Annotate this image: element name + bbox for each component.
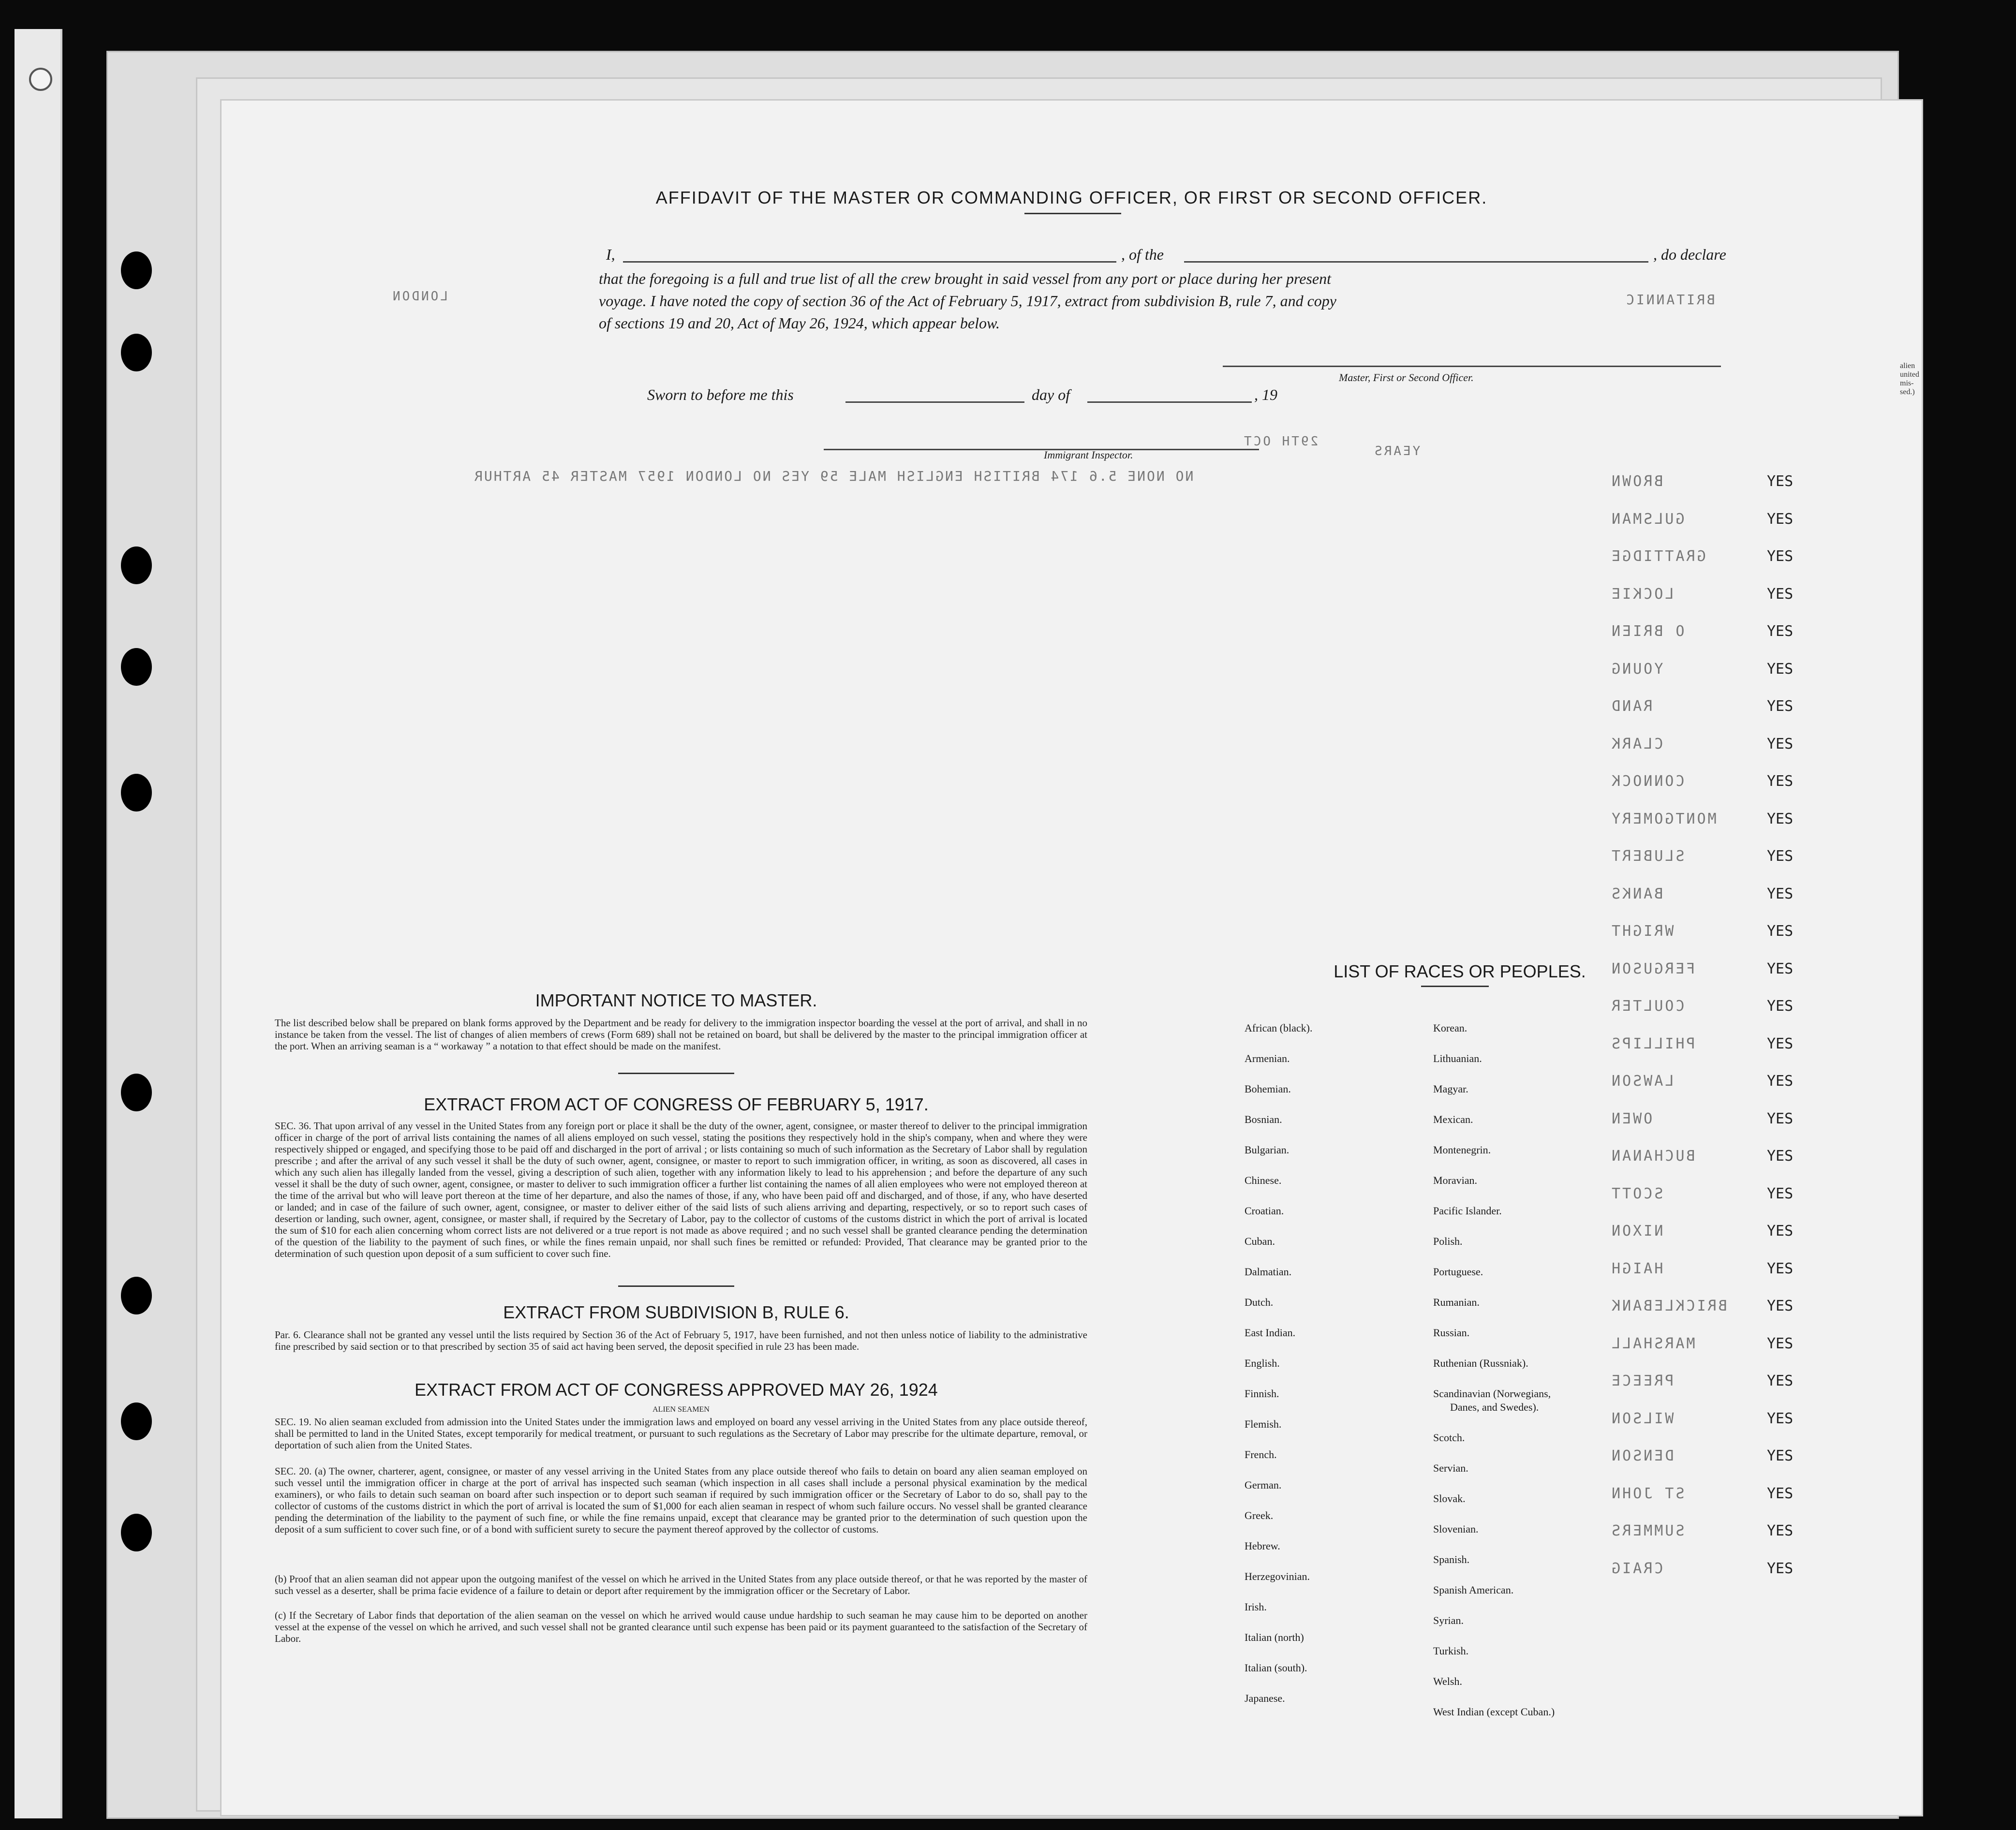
yes-mark: YES [1767,1298,1794,1314]
bleed-crew-name: BUCHANAN [1610,1148,1695,1165]
inspector-blank [824,449,1259,450]
bleed-crew-name: O BRIEN [1610,623,1685,640]
race-item: Korean. [1433,1022,1468,1034]
race-item: Portuguese. [1433,1266,1483,1278]
yes-mark: YES [1767,1110,1794,1127]
race-item: Spanish. [1433,1553,1470,1565]
yes-mark: YES [1767,998,1794,1015]
race-item: East Indian. [1245,1327,1296,1339]
bleed-crew-name: SCOTT [1610,1185,1663,1202]
bleed-crew-name: ST JOHN [1610,1485,1685,1502]
manifest-page [220,99,1923,1816]
side-line: mis- [1900,379,1914,387]
race-item: German. [1245,1479,1282,1491]
affidavit-i: I, [606,246,615,263]
yes-mark: YES [1767,1223,1794,1240]
race-item: Ruthenian (Russniak). [1433,1357,1528,1369]
bleed-crew-name: CONNOCK [1610,773,1685,790]
race-item: African (black). [1245,1022,1313,1034]
race-item: Bosnian. [1245,1113,1282,1125]
yes-mark: YES [1767,585,1794,603]
yes-mark: YES [1767,848,1794,865]
yes-mark: YES [1767,1447,1794,1464]
day-of: day of [1032,386,1070,403]
punch-hole [121,546,152,584]
bleed-crew-name: SLUBERT [1610,848,1685,865]
bleed-date: 29TH OCT [1242,434,1319,449]
race-item: Scotch. [1433,1432,1465,1444]
punch-hole [121,774,152,812]
master-signature-blank [1223,366,1721,367]
side-margin-fragment [1900,362,1919,397]
yes-mark: YES [1767,810,1794,827]
bleed-crew-name: LOCKIE [1610,585,1674,603]
yes-mark: YES [1767,1485,1794,1502]
yes-mark: YES [1767,773,1794,790]
side-line: united [1900,370,1919,379]
bleed-crew-name: NIXON [1610,1223,1663,1240]
race-item: Russian. [1433,1327,1470,1339]
punch-hole [121,334,152,371]
race-item: Pacific Islander. [1433,1205,1502,1217]
bleed-crew-name: MONTGOMERY [1610,810,1717,827]
punch-hole [121,648,152,686]
yes-mark: YES [1767,1035,1794,1052]
year-text: , 19 [1254,386,1277,403]
race-item: Danes, and Swedes). [1450,1401,1539,1413]
yes-mark: YES [1767,1073,1794,1090]
races-rule [1421,986,1489,987]
affidavit-line-2: that the foregoing is a full and true list of all the crew brought in said vessel from any port or place during her present [599,270,1331,287]
race-item: Dutch. [1245,1296,1274,1308]
race-item: Herzegovinian. [1245,1570,1310,1582]
affidavit-of-the: , of the [1121,246,1164,263]
yes-mark: YES [1767,1260,1794,1277]
bleed-crew-name: WRIGHT [1610,923,1674,940]
race-item: Greek. [1245,1509,1274,1521]
race-item: Flemish. [1245,1418,1282,1430]
race-item: Croatian. [1245,1205,1284,1217]
rule6-paragraph: Par. 6. Clearance shall not be granted any vessel until the lists required by Section 36 of the Act of February 5, 1917, have been furnished, and not then unless notice of liability to the administrative fine prescribed by said section or to that prescribed by section 35 of said act having been served, the deposit specified in rule 23 has been made. [275,1329,1087,1352]
race-item: Italian (south). [1245,1662,1307,1674]
bleed-crew-name: BANKS [1610,885,1663,902]
alien-seamen-subhead: ALIEN SEAMEN [652,1405,710,1414]
binder-ring [29,68,52,91]
bleed-crew-name: OWEN [1610,1110,1653,1127]
yes-mark: YES [1767,698,1794,715]
inspector-label: Immigrant Inspector. [1044,449,1133,461]
race-item: Rumanian. [1433,1296,1480,1308]
bleed-crew-name: WILSON [1610,1410,1674,1427]
yes-mark: YES [1767,1522,1794,1539]
race-item: West Indian (except Cuban.) [1433,1706,1555,1718]
name-blank [623,261,1116,263]
bleed-crew-name: GULSMAN [1610,510,1685,528]
race-item: Cuban. [1245,1235,1275,1247]
punch-hole [121,1277,152,1314]
side-line: sed.) [1900,388,1915,396]
race-item: Magyar. [1433,1083,1468,1095]
bleed-crew-name: MARSHALL [1610,1335,1695,1352]
race-item: Lithuanian. [1433,1052,1482,1064]
affidavit-line-3: voyage. I have noted the copy of section 36 of the Act of February 5, 1917, extract from subdivision B, rule 7, and copy [599,292,1336,310]
side-line: alien [1900,362,1915,370]
sworn-text: Sworn to before me this [647,386,794,403]
bleed-crew-name: YOUNG [1610,660,1663,678]
yes-mark: YES [1767,1560,1794,1577]
yes-mark: YES [1767,548,1794,565]
race-item: Slovenian. [1433,1523,1479,1535]
race-item: Japanese. [1245,1692,1285,1704]
bleed-crew-name: BROWN [1610,473,1663,490]
notice-heading: IMPORTANT NOTICE TO MASTER. [535,990,817,1010]
extract-1917-sec36: SEC. 36. That upon arrival of any vessel in the United States from any foreign port or place it shall be the duty of the owner, agent, consignee, or master thereof to deliver to the principal immigration officer in charge of the port of arrival lists containing the names of all aliens employed on such vessel, stating the positions they respectively hold in the ship's company, when and where they were respectively shipped or engaged, and specifying those to be paid off and discharged in the port of arrival ; or lists containing so much of such information as the Secretary of Labor shall by regulation prescribe ; and after the arrival of any such vessel it shall be the duty of such owner, agent, consignee, or master to report to such immigration officer, in writing, as soon as discovered, all cases in which any such alien has illegally landed from the vessel, giving a description of such alien, together with any information likely to lead to his apprehension ; and before the departure of any such vessel it shall be the duty of such owner, agent, consignee, or master to deliver to such immigration officer a further list containing the names of all alien employees who were not employed thereon at the time of the arrival but who will leave port thereon at the time of her departure, and also the names of those, if any, who have been paid off and discharged, and of those, if any, who have deserted or landed; and in case of the failure of such owner, agent, consignee, or master to deliver either of the said lists of such aliens arriving and departing, respectively, or so to report such cases of desertion or landing, such owner, agent, consignee, or master shall, if required by the Secretary of Labor, pay to the collector of customs of the customs district in which the port of arrival is located the sum of $10 for each alien concerning whom correct lists are not delivered or a true report is not made as above required ; and no such vessel shall be granted clearance pending the determination of the question of the liability to the payment of such fines, or while the fines remain unpaid, nor shall such fines be remitted or refunded: Provided, That clearance may be granted prior to the determination of such question upon deposit of a sum sufficient to cover such fine. [275,1120,1087,1259]
race-item: Slovak. [1433,1492,1466,1505]
notice-rule [618,1073,734,1074]
race-item: Armenian. [1245,1052,1290,1064]
bleed-crew-name: RAND [1610,698,1653,715]
binder-strip [15,29,62,1818]
vessel-blank [1184,261,1648,263]
race-item: Polish. [1433,1235,1463,1247]
bleed-row-1: NO NONE 5.6 174 BRITISH ENGLISH MALE 59 YES NO LONDON 1957 MASTER 45 ARTHUR [473,468,1194,484]
yes-mark: YES [1767,623,1794,640]
master-label: Master, First or Second Officer. [1339,371,1474,384]
bleed-crew-name: FERGUSON [1610,960,1695,977]
bleed-crew-name: COULTER [1610,998,1685,1015]
extract-1924-heading: EXTRACT FROM ACT OF CONGRESS APPROVED MAY 26, 1924 [415,1380,938,1400]
extract-1917-heading: EXTRACT FROM ACT OF CONGRESS OF FEBRUARY 5, 1917. [424,1094,929,1114]
bleed-crew-name: PREECE [1610,1372,1674,1389]
bleed-crew-name: SUMMERS [1610,1522,1685,1539]
race-item: Bulgarian. [1245,1144,1290,1156]
affidavit-title: AFFIDAVIT OF THE MASTER OR COMMANDING OFFICER, OR FIRST OR SECOND OFFICER. [655,188,1488,207]
yes-mark: YES [1767,1410,1794,1427]
yes-mark: YES [1767,960,1794,977]
bleed-crew-name: GRATTIDGE [1610,548,1706,565]
yes-mark: YES [1767,1372,1794,1389]
race-item: Italian (north) [1245,1631,1304,1643]
race-item: Hebrew. [1245,1540,1280,1552]
race-item: Turkish. [1433,1645,1469,1657]
extract-rule [618,1285,734,1287]
races-title: LIST OF RACES OR PEOPLES. [1334,961,1586,981]
sec20c-paragraph: (c) If the Secretary of Labor finds that deportation of the alien seaman on the vessel on which he arrived would cause undue hardship to such seaman he may cause him to be deported on another vessel at the expense of the vessel on which he arrived, and such vessel shall not be granted clearance until such expense has been paid or its payment guaranteed to the satisfaction of the Secretary of Labor. [275,1609,1087,1644]
race-item: French. [1245,1448,1277,1461]
race-item: Mexican. [1433,1113,1473,1125]
rule6-heading: EXTRACT FROM SUBDIVISION B, RULE 6. [503,1302,849,1322]
bleed-crew-name: CLARK [1610,735,1663,753]
yes-mark: YES [1767,510,1794,528]
bleed-crew-name: BRICKLEBANK [1610,1298,1727,1314]
yes-mark: YES [1767,473,1794,490]
punch-hole [121,1514,152,1551]
punch-hole [121,251,152,289]
race-item: Welsh. [1433,1675,1462,1687]
race-item: Moravian. [1433,1174,1478,1186]
bleed-vessel-mark: BRITANNIC [1624,292,1715,308]
yes-mark: YES [1767,735,1794,753]
affidavit-line-4: of sections 19 and 20, Act of May 26, 1924, which appear below. [599,314,1000,332]
race-item: Spanish American. [1433,1584,1514,1596]
bleed-years: YEARS [1373,444,1421,458]
bleed-crew-name: PHILLIPS [1610,1035,1695,1052]
race-item: Servian. [1433,1462,1468,1474]
sec20b-paragraph: (b) Proof that an alien seaman did not appear upon the outgoing manifest of the vessel on which he arrived in the United States from any place outside thereof, or that he was reported by the master of such vessel as a deserter, shall be prima facie evidence of a failure to detain or deport after requirement by the immigration officer or the Secretary of Labor. [275,1573,1087,1596]
punch-hole [121,1402,152,1440]
sec19-paragraph: SEC. 19. No alien seaman excluded from admission into the United States under the immigration laws and employed on board any vessel arriving in the United States from any place outside thereof, shall be permitted to land in the United States, except temporarily for medical treatment, or pursuant to such regulations as the Secretary of Labor may prescribe for the ultimate departure, removal, or deportation of such alien from the United States. [275,1416,1087,1451]
yes-mark: YES [1767,923,1794,940]
race-item: Irish. [1245,1601,1267,1613]
yes-mark: YES [1767,1335,1794,1352]
race-item: Montenegrin. [1433,1144,1491,1156]
yes-mark: YES [1767,1185,1794,1202]
bleed-crew-name: CRAIG [1610,1560,1663,1577]
bleed-port-mark: LONDON [391,289,448,304]
race-item: Syrian. [1433,1614,1464,1626]
day-blank [845,401,1024,403]
affidavit-declare: , do declare [1653,246,1726,263]
race-item: Scandinavian (Norwegians, [1433,1387,1551,1400]
yes-mark: YES [1767,885,1794,902]
race-item: Bohemian. [1245,1083,1291,1095]
bleed-crew-name: DENSON [1610,1447,1674,1464]
race-item: Finnish. [1245,1387,1279,1400]
race-item: English. [1245,1357,1280,1369]
race-item: Dalmatian. [1245,1266,1292,1278]
punch-hole [121,1074,152,1111]
race-item: Chinese. [1245,1174,1282,1186]
notice-paragraph: The list described below shall be prepared on blank forms approved by the Department and be ready for delivery to the immigration inspector boarding the vessel at the port of arrival, and shall in no instance be taken from the vessel. The list of changes of alien members of crews (Form 689) shall not be retained on board, but shall be delivered by the master to the principal immigration officer at the port. When an arriving seaman is a “ workaway ” a notation to that effect should be made on the manifest. [275,1017,1087,1052]
bleed-crew-name: HAIGH [1610,1260,1663,1277]
month-blank [1087,401,1252,403]
yes-mark: YES [1767,1148,1794,1165]
bleed-crew-name: LAWSON [1610,1073,1674,1090]
sec20a-paragraph: SEC. 20. (a) The owner, charterer, agent, consignee, or master of any vessel arriving in the United States from any place outside thereof who fails to detain on board any alien seaman employed on such vessel until the immigration officer in charge at the port of arrival has inspected such seaman (which inspection in all cases shall include a personal physical examination by the medical examiners), or who fails to detain such seaman on board after such inspection or to deport such seaman if required by such immigration officer or the Secretary of Labor to do so, shall pay to the collector of customs of the customs district in which the port of arrival is located the sum of $1,000 for each alien seaman in respect of whom such failure occurs. No vessel shall be granted clearance pending the determination of the liability to the payment of such fine, or while the fine remains unpaid, except that clearance may be granted prior to the determination of such question upon the deposit of a sum sufficient to cover such fine, or of a bond with sufficient surety to secure the payment thereof approved by the collector of customs. [275,1465,1087,1535]
yes-mark: YES [1767,660,1794,678]
title-rule [1024,213,1121,214]
